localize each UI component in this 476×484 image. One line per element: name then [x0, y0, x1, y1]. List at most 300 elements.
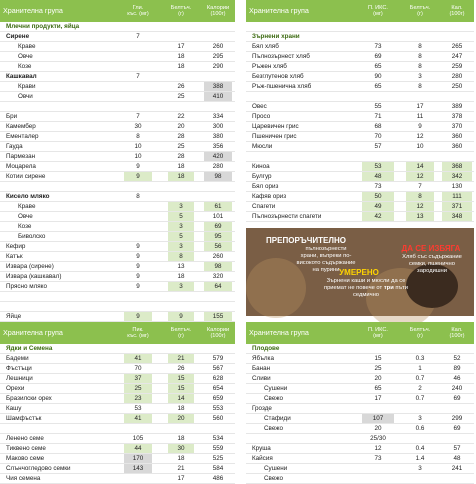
kcal-value: 111: [442, 192, 472, 201]
table-row: [246, 102, 474, 112]
gi-value: 44: [124, 444, 152, 453]
table-row: [0, 242, 235, 252]
table-row: [0, 192, 235, 202]
gi-value: 65: [374, 83, 382, 90]
food-name: Ръжен хляб: [252, 63, 287, 70]
kcal-value: 280: [212, 163, 224, 170]
gi-value: 55: [374, 103, 382, 110]
protein-value: 20: [168, 414, 194, 423]
gi-value: [362, 404, 394, 413]
gi-value: 65: [374, 385, 382, 392]
food-name: Сушени: [264, 465, 288, 472]
protein-value: 12: [406, 202, 434, 211]
kcal-value: 155: [204, 312, 232, 321]
gi-value: 15: [374, 355, 382, 362]
dairy-panel: [0, 0, 235, 320]
protein-value: 14: [406, 162, 434, 171]
kcal-value: 69: [453, 395, 461, 402]
protein-value: 25: [177, 93, 185, 100]
food-name: Ленено семе: [6, 435, 44, 442]
fruits-header: [246, 322, 474, 344]
kcal-value: 360: [451, 133, 463, 140]
food-name: Пшеничен грис: [252, 133, 297, 140]
table-row: [0, 222, 235, 232]
kcal-value: 371: [442, 202, 472, 211]
table-row: [0, 112, 235, 122]
protein-value: 26: [177, 365, 185, 372]
kcal-value: 553: [212, 405, 224, 412]
table-row: [0, 424, 235, 434]
food-name: Млечни продукти, яйца: [6, 23, 80, 30]
table-row: [246, 374, 474, 384]
protein-value: 3: [168, 202, 194, 211]
food-name: Спагети: [252, 203, 276, 210]
protein-value: 0.7: [415, 395, 425, 402]
kcal-value: 95: [204, 232, 232, 241]
table-row: [0, 404, 235, 414]
food-name: Ядки и Семена: [6, 345, 53, 352]
gi-value: 8: [136, 133, 140, 140]
table-row: [0, 142, 235, 152]
kcal-value: 290: [212, 63, 224, 70]
food-name: Ръж-пшенична хляб: [252, 83, 312, 90]
kcal-value: 247: [451, 53, 463, 60]
food-name: Зърнени храни: [252, 33, 300, 40]
table-row: [246, 364, 474, 374]
protein-value: 8: [418, 83, 422, 90]
gi-value: 8: [136, 193, 140, 200]
protein-value: 8: [418, 63, 422, 70]
kcal-value: 64: [204, 282, 232, 291]
food-name: Плодове: [252, 345, 280, 352]
protein-value: 11: [416, 113, 424, 120]
food-name: Извара (кашкавал): [6, 273, 62, 280]
protein-value: 5: [168, 212, 194, 221]
gi-value: 90: [374, 73, 382, 80]
gi-value: 25: [374, 365, 382, 372]
food-name: Прясно мляко: [6, 283, 47, 290]
kcal-value: [442, 474, 472, 483]
food-name: Сушени: [264, 385, 288, 392]
table-row: [0, 474, 235, 484]
table-row: [0, 102, 235, 112]
table-row: [0, 292, 235, 302]
gi-value: 73: [374, 455, 382, 462]
gi-value: 9: [124, 312, 152, 321]
food-name: Лешници: [6, 375, 33, 382]
protein-value: 0.7: [415, 375, 425, 382]
gi-value: 25: [124, 384, 152, 393]
table-row: [246, 72, 474, 82]
food-name: Овес: [252, 103, 267, 110]
gi-value: 73: [374, 183, 382, 190]
food-name: Тиквено семе: [6, 445, 46, 452]
kcal-value: 567: [212, 365, 224, 372]
table-row: [0, 364, 235, 374]
table-row: [246, 172, 474, 182]
food-name: Пармезан: [6, 153, 36, 160]
food-name: Просо: [252, 113, 271, 120]
table-row: [246, 354, 474, 364]
table-row: [246, 92, 474, 102]
kcal-header: Кал. (100г): [449, 5, 465, 17]
gi-value: 105: [132, 435, 144, 442]
protein-value: 8: [168, 252, 194, 261]
kcal-value: 300: [212, 123, 224, 130]
protein-header: Белтъч. (г): [170, 327, 192, 339]
protein-value: 5: [168, 232, 194, 241]
gi-value: [124, 474, 152, 483]
gi-value: 42: [362, 212, 394, 221]
gi-value: 107: [362, 414, 394, 423]
food-name: Бри: [6, 113, 18, 120]
food-name: Сирене: [6, 33, 30, 40]
protein-value: [406, 474, 434, 483]
gi-value: 69: [374, 53, 382, 60]
table-row: [0, 252, 235, 262]
grains-rows: [246, 22, 474, 222]
food-name: Катък: [6, 253, 23, 260]
kcal-value: 584: [212, 465, 224, 472]
kcal-value: 348: [442, 212, 472, 221]
promo-moderate-title: УМЕРЕНО: [339, 268, 379, 277]
food-name: Бял хляб: [252, 43, 279, 50]
kcal-value: 342: [442, 172, 472, 181]
table-row: [246, 212, 474, 222]
table-row: [0, 354, 235, 364]
table-row: [0, 232, 235, 242]
food-name: Орехи: [6, 385, 25, 392]
gi-value: 170: [124, 454, 152, 463]
protein-value: 13: [406, 212, 434, 221]
protein-value: 28: [177, 133, 185, 140]
table-row: [246, 444, 474, 454]
table-row: [0, 282, 235, 292]
food-name: Камембер: [6, 123, 36, 130]
kcal-value: 260: [212, 253, 224, 260]
kcal-value: 69: [453, 425, 461, 432]
protein-value: 25: [177, 143, 185, 150]
food-name: Свежо: [264, 425, 283, 432]
kcal-header: Калории (100г): [206, 327, 230, 339]
gi-header: Пик. къс. (мг): [127, 327, 149, 339]
table-row: [0, 272, 235, 282]
table-row: [0, 212, 235, 222]
table-row: [0, 444, 235, 454]
table-row: [246, 394, 474, 404]
protein-value: [406, 404, 434, 413]
table-row: [246, 122, 474, 132]
kcal-value: 370: [451, 123, 463, 130]
kcal-value: 534: [212, 435, 224, 442]
table-row: [0, 182, 235, 192]
table-row: [246, 152, 474, 162]
food-name: Кайсия: [252, 455, 273, 462]
kcal-value: 61: [204, 202, 232, 211]
kcal-value: 356: [212, 143, 224, 150]
table-row: [246, 202, 474, 212]
gi-value: 9: [136, 283, 140, 290]
kcal-value: 628: [212, 375, 224, 382]
protein-value: 12: [416, 133, 424, 140]
kcal-value: 52: [453, 355, 461, 362]
table-row: [0, 32, 235, 42]
food-name: Кисело мляко: [6, 193, 50, 200]
gi-value: 50: [362, 192, 394, 201]
food-name: Ябълка: [252, 355, 274, 362]
grains-header: [246, 0, 474, 22]
kcal-value: 420: [204, 152, 232, 161]
gi-value: 23: [124, 394, 152, 403]
protein-value: 2: [418, 385, 422, 392]
protein-value: 1: [418, 365, 422, 372]
food-name: Круша: [252, 445, 271, 452]
kcal-value: 241: [451, 465, 463, 472]
food-name: Маково семе: [6, 455, 45, 462]
food-name: Чия семена: [6, 475, 41, 482]
protein-value: 28: [177, 153, 185, 160]
kcal-value: 101: [212, 213, 224, 220]
recommendation-banner: [246, 228, 474, 316]
protein-value: 18: [177, 435, 185, 442]
table-row: [0, 374, 235, 384]
table-row: [0, 92, 235, 102]
gi-value: [362, 464, 394, 473]
nuts-panel: [0, 322, 235, 482]
protein-value: 30: [168, 444, 194, 453]
kcal-value: 579: [212, 355, 224, 362]
gi-value: 73: [374, 43, 382, 50]
table-row: [0, 42, 235, 52]
protein-value: 8: [406, 192, 434, 201]
food-name: Пълнозърнести спагети: [252, 213, 322, 220]
protein-value: 17: [177, 43, 185, 50]
protein-value: 0.6: [415, 425, 425, 432]
table-row: [0, 384, 235, 394]
protein-value: 18: [177, 273, 185, 280]
kcal-value: 265: [451, 43, 463, 50]
promo-title: ПРЕПОРЪЧИТЕЛНО: [266, 236, 346, 245]
food-name: Булгур: [252, 173, 272, 180]
protein-value: 12: [406, 172, 434, 181]
gi-value: 37: [124, 374, 152, 383]
food-name: Пълнозърнест хляб: [252, 53, 310, 60]
food-name: Кашу: [6, 405, 22, 412]
protein-value: 18: [177, 405, 185, 412]
food-name: Сливи: [252, 375, 271, 382]
category-heading: [0, 344, 235, 354]
protein-header: Белтъч. (г): [170, 5, 192, 17]
protein-value: 18: [177, 455, 185, 462]
gi-value: 41: [124, 354, 152, 363]
protein-value: [406, 434, 434, 443]
food-name: Слънчогледово семки: [6, 465, 71, 472]
table-row: [246, 464, 474, 474]
protein-value: 13: [177, 263, 185, 270]
food-name: Краве: [18, 203, 36, 210]
food-name: Моцарела: [6, 163, 36, 170]
food-name: Царевичен грис: [252, 123, 299, 130]
category-heading: [246, 32, 474, 42]
nuts-header: [0, 322, 235, 344]
protein-value: 8: [418, 43, 422, 50]
gi-value: 9: [136, 163, 140, 170]
nuts-rows: [0, 344, 235, 484]
food-name: Фъстъци: [6, 365, 32, 372]
food-name: Киноа: [252, 163, 270, 170]
table-row: [0, 132, 235, 142]
gi-value: 7: [136, 113, 140, 120]
table-row: [0, 302, 235, 312]
gi-value: 53: [134, 405, 142, 412]
promo-avoid-title: ДА СЕ ИЗБЯГА: [401, 244, 461, 253]
table-row: [0, 62, 235, 72]
kcal-value: 89: [453, 365, 461, 372]
protein-value: 9: [168, 312, 194, 321]
food-name: Банан: [252, 365, 271, 372]
table-row: [0, 72, 235, 82]
gi-header: Гли. къс. (мг): [127, 5, 149, 17]
food-name: Кашкавал: [6, 73, 37, 80]
food-name: Овче: [18, 53, 33, 60]
food-name: Бразилски орех: [6, 395, 52, 402]
table-row: [246, 414, 474, 424]
food-name: Ементалер: [6, 133, 39, 140]
table-row: [246, 434, 474, 444]
table-row: [246, 404, 474, 414]
food-name: Безглутенов хляб: [252, 73, 304, 80]
food-name: Овчи: [18, 93, 33, 100]
gi-value: 20: [374, 425, 382, 432]
protein-value: 3: [418, 73, 422, 80]
protein-value: 17: [177, 475, 185, 482]
food-name: Крави: [18, 83, 36, 90]
kcal-value: 320: [212, 273, 224, 280]
food-name: Извара (сирене): [6, 263, 54, 270]
gi-value: 57: [374, 143, 382, 150]
table-row: [0, 202, 235, 212]
kcal-value: 389: [451, 103, 463, 110]
gi-value: 9: [136, 263, 140, 270]
group-header: Хранителна група: [3, 328, 63, 337]
protein-value: 21: [168, 354, 194, 363]
table-row: [0, 312, 235, 322]
food-name: Грозде: [252, 405, 272, 412]
kcal-value: 368: [442, 162, 472, 171]
kcal-value: 69: [204, 222, 232, 231]
kcal-header: Кал. (100г): [449, 327, 465, 339]
kcal-value: 259: [451, 63, 463, 70]
promo-moderate-text: Зърнени каши и мюсли да се приемат не повече от три пъти седмично: [323, 278, 409, 298]
gi-value: 9: [136, 253, 140, 260]
group-header: Хранителна група: [3, 6, 63, 15]
protein-value: 10: [416, 143, 424, 150]
kcal-value: 250: [451, 83, 463, 90]
gi-value: 30: [134, 123, 142, 130]
table-row: [246, 52, 474, 62]
kcal-value: 410: [204, 92, 232, 101]
table-row: [0, 454, 235, 464]
gi-value: 53: [362, 162, 394, 171]
food-name: Козе: [18, 63, 32, 70]
kcal-header: Калории (100г): [206, 5, 230, 17]
kcal-value: 525: [212, 455, 224, 462]
category-heading: [246, 344, 474, 354]
table-row: [246, 162, 474, 172]
kcal-value: 46: [453, 375, 461, 382]
gi-value: 25/30: [370, 435, 386, 442]
gi-value: 20: [374, 375, 382, 382]
table-row: [0, 464, 235, 474]
protein-value: 7: [418, 183, 422, 190]
dairy-header: [0, 0, 235, 22]
promo-left-text: пълнозърнести храни, въпреки по-високото съдържание на пурини: [296, 246, 356, 273]
group-header: Хранителна група: [249, 6, 309, 15]
gi-value: 71: [374, 113, 382, 120]
protein-value: 18: [168, 172, 194, 181]
dairy-rows: [0, 22, 235, 322]
food-name: Овче: [18, 213, 33, 220]
table-row: [0, 262, 235, 272]
gi-value: 7: [136, 33, 140, 40]
protein-value: 14: [168, 394, 194, 403]
gi-value: 68: [374, 123, 382, 130]
table-row: [246, 142, 474, 152]
table-row: [0, 122, 235, 132]
table-row: [246, 42, 474, 52]
kcal-value: 240: [451, 385, 463, 392]
gi-value: 10: [134, 153, 142, 160]
kcal-value: 130: [451, 183, 463, 190]
kcal-value: 378: [451, 113, 463, 120]
table-row: [246, 132, 474, 142]
gi-value: 17: [374, 395, 382, 402]
gi-value: 65: [374, 63, 382, 70]
gi-value: 70: [134, 365, 142, 372]
table-row: [246, 182, 474, 192]
protein-value: 15: [168, 384, 194, 393]
table-row: [0, 162, 235, 172]
gi-value: 48: [362, 172, 394, 181]
table-row: [0, 394, 235, 404]
protein-value: 26: [177, 83, 185, 90]
food-name: Котии сирене: [6, 173, 46, 180]
table-row: [246, 82, 474, 92]
kcal-value: 334: [212, 113, 224, 120]
table-row: [246, 112, 474, 122]
food-name: Краве: [18, 43, 36, 50]
protein-value: 1.4: [415, 455, 425, 462]
protein-value: 20: [177, 123, 185, 130]
kcal-value: 280: [451, 73, 463, 80]
kcal-value: 260: [212, 43, 224, 50]
table-row: [0, 434, 235, 444]
gi-value: 41: [124, 414, 152, 423]
table-row: [246, 474, 474, 484]
gi-value: 70: [374, 133, 382, 140]
table-row: [0, 82, 235, 92]
table-row: [0, 414, 235, 424]
food-name: Козе: [18, 223, 32, 230]
promo-avoid-text: Хляб със съдържание семки, пшенично зародишни: [402, 254, 462, 274]
table-row: [246, 454, 474, 464]
food-name: Свежо: [264, 475, 283, 482]
gi-value: [362, 474, 394, 483]
kcal-value: 360: [451, 143, 463, 150]
protein-value: 3: [418, 465, 422, 472]
kcal-value: 654: [212, 385, 224, 392]
gi-value: 143: [124, 464, 152, 473]
